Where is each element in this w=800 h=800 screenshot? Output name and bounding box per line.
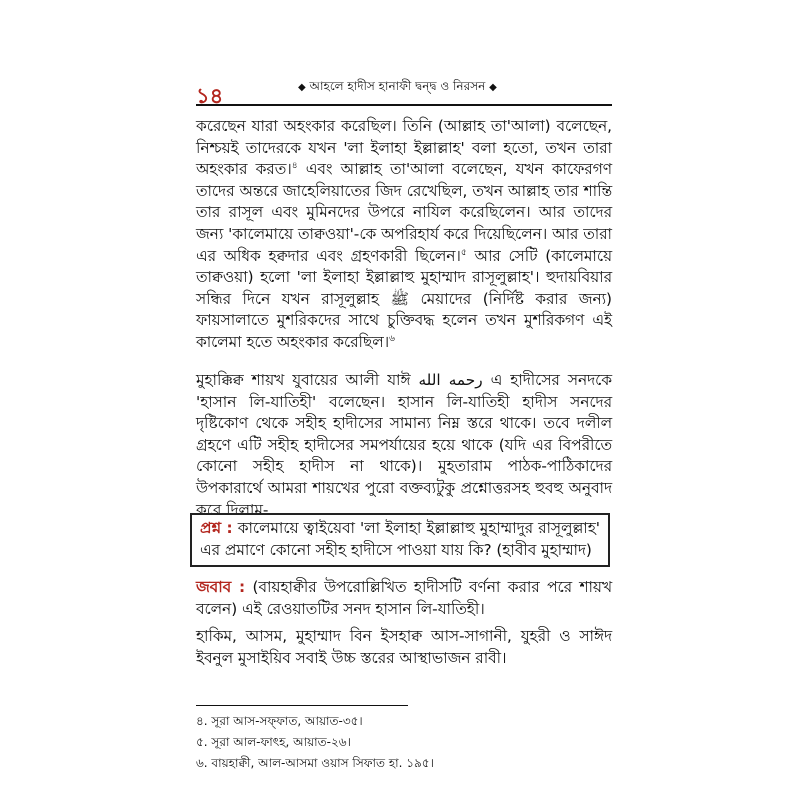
header-divider [196, 104, 612, 106]
answer-text: (বায়হাক্বীর উপরোল্লিখিত হাদীসটি বর্ণনা করার পরে শায়খ বলেন) এই রেওয়াতটির সনদ হাসান লি-যাতিহী। [196, 578, 612, 618]
page-number: ১৪ [196, 84, 224, 108]
footnote-item: ৫. সূরা আল-ফাৎহ, আয়াত-২৬। [196, 735, 351, 749]
question-box [190, 513, 610, 567]
paragraph-1: করেছেন যারা অহংকার করেছিল। তিনি (আল্লাহ তা'আলা) বলেছেন, নিশ্চয়ই তাদেরকে যখন 'লা ইলাহা ইল্লাল্লাহ' বলা হতো, তখন তারা অহংকার করত।$^৪$ এবং আল্লাহ তা'আলা বলেছেন, যখন কাফেরগণ তাদের অন্তরে জাহেলিয়াতের জিদ রেখেছিল, তখন আল্লাহ তার শান্তি তার রাসূল এবং মুমিনদের উপরে নাযিল করেছিলেন। আর তাদের জন্য 'কালেমায়ে তাক্বওয়া'-কে অপরিহার্য করে দিয়েছিলেন। আর তারা এর অধিক হক্বদার এবং গ্রহণকারী ছিলেন।$^৫$ আর সেটি (কালেমায়ে তাক্বওয়া) হলো 'লা ইলাহা ইল্লাল্লাহু মুহাম্মাদ রাসূলুল্লাহ'। হুদায়বিয়ার সন্ধির দিনে যখন রাসূলুল্লাহ ﷺ মেয়াদের (নির্দিষ্ট করার জন্য) ফায়সালাতে মুশরিকদের সাথে চুক্তিবদ্ধ হলেন তখন মুশরিকগণ এই কালেমা হতে অহংকার করেছিল।$^৬$ [196, 117, 612, 351]
answer-label: জবাব : [196, 578, 246, 596]
footnote-divider [196, 705, 408, 706]
question-text: কালেমায়ে ত্বাইয়েবা 'লা ইলাহা ইল্লাল্লাহু মুহাম্মাদুর রাসূলুল্লাহ' এর প্রমাণে কোনো সহীহ হাদীসে পাওয়া যায় কি? (হাবীব মুহাম্মাদ) [200, 519, 600, 559]
diamond-icon: ◆ [298, 82, 306, 93]
footnote-ref: ৫ [460, 247, 467, 258]
footnote-item: ৪. সূরা আস-সফ্ফাত, আয়াত-৩৫। [196, 714, 363, 728]
answer-paragraph [196, 577, 612, 620]
header-title: আহলে হাদীস হানাফী দ্বন্দ্ব ও নিরসন [309, 79, 486, 93]
question-label: প্রশ্ন : [200, 519, 233, 537]
footnote-item: ৬. বায়হাক্বী, আল-আসমা ওয়াস সিফাত হা. ১৯৫। [196, 756, 434, 770]
paragraph-4: হাকিম, আসম, মুহাম্মাদ বিন ইসহাক্ব আস-সাগানী, যুহরী ও সাঈদ ইবনুল মুসাইয়িব সবাই উচ্চ স্তরের আস্থাভাজন রাবী। [196, 627, 612, 667]
footnote-ref: ৪ [291, 161, 298, 172]
paragraph-2: মুহাক্কিক্ব শায়খ যুবায়ের আলী যাঈ رحمه الله এ হাদীসের সনদকে 'হাসান লি-যাতিহী' বলেছেন। হাসান লি-যাতিহী হাদীস সনদের দৃষ্টিকোণ থেকে সহীহ হাদীসের সামান্য নিম্ন স্তরে থাকে। তবে দলীল গ্রহণে এটি সহীহ হাদীসের সমপর্যায়ের হয়ে থাকে (যদি এর বিপরীতে কোনো সহীহ হাদীস না থাকে)। মুহতারাম পাঠক-পাঠিকাদের উপকারার্থে আমরা শায়খের পুরো বক্তব্যটুকু প্রশ্নোত্তরসহ হুবহু অনুবাদ করে দিলাম- [196, 371, 612, 519]
footnotes [196, 711, 434, 774]
running-header [298, 78, 497, 98]
footnote-ref: ৬ [389, 333, 395, 344]
diamond-icon: ◆ [489, 82, 497, 93]
